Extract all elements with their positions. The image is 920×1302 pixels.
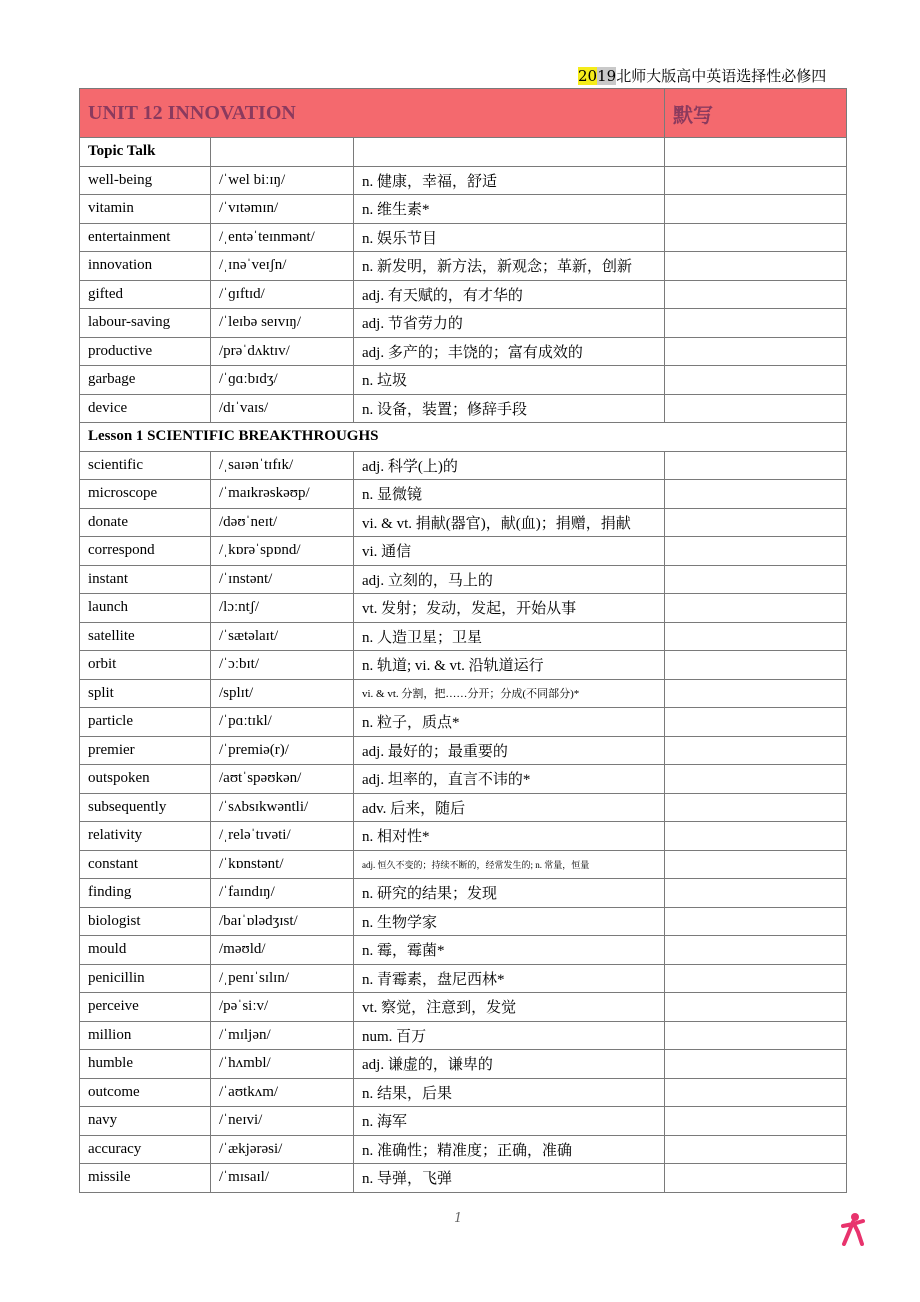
meaning-cell: adj. 恒久不变的；持续不断的，经常发生的; n. 常量，恒量 — [354, 850, 665, 879]
dictation-cell[interactable] — [665, 280, 847, 309]
phonetic-cell: /ˈpɑːtɪkl/ — [211, 708, 354, 737]
dictation-cell[interactable] — [665, 793, 847, 822]
dictation-cell[interactable] — [665, 879, 847, 908]
meaning-cell: n. 青霉素，盘尼西林* — [354, 964, 665, 993]
word-cell: device — [80, 394, 211, 423]
word-cell: navy — [80, 1107, 211, 1136]
meaning-cell: n. 相对性* — [354, 822, 665, 851]
dictation-cell[interactable] — [665, 309, 847, 338]
table-row — [80, 879, 847, 908]
dictation-cell[interactable] — [665, 1021, 847, 1050]
phonetic-cell: /ˈfaɪndɪŋ/ — [211, 879, 354, 908]
word-cell: million — [80, 1021, 211, 1050]
running-figure-icon — [840, 1212, 866, 1246]
dictation-cell[interactable] — [665, 537, 847, 566]
meaning-cell: n. 健康，幸福，舒适 — [354, 166, 665, 195]
table-row — [80, 451, 847, 480]
phonetic-cell: /ˈkɒnstənt/ — [211, 850, 354, 879]
word-cell: instant — [80, 565, 211, 594]
word-cell: microscope — [80, 480, 211, 509]
dictation-cell[interactable] — [665, 765, 847, 794]
table-row — [80, 309, 847, 338]
phonetic-cell: /ˈsʌbsɪkwəntli/ — [211, 793, 354, 822]
word-cell: donate — [80, 508, 211, 537]
dictation-cell[interactable] — [665, 679, 847, 708]
phonetic-cell: /prəˈdʌktɪv/ — [211, 337, 354, 366]
unit-title: UNIT 12 INNOVATION — [88, 101, 296, 124]
dictation-label: 默写 — [673, 102, 714, 127]
table-row — [80, 793, 847, 822]
word-cell: missile — [80, 1164, 211, 1193]
phonetic-cell: /ˌɪnəˈveɪʃn/ — [211, 252, 354, 281]
meaning-cell: vi. 通信 — [354, 537, 665, 566]
dictation-cell[interactable] — [665, 822, 847, 851]
meaning-cell: n. 娱乐节目 — [354, 223, 665, 252]
word-cell: relativity — [80, 822, 211, 851]
meaning-cell: num. 百万 — [354, 1021, 665, 1050]
table-row — [80, 1050, 847, 1079]
table-row — [80, 565, 847, 594]
phonetic-cell: /ˈɡɪftɪd/ — [211, 280, 354, 309]
phonetic-cell: /ˈaʊtkʌm/ — [211, 1078, 354, 1107]
meaning-cell: n. 霉，霉菌* — [354, 936, 665, 965]
phonetic-cell: /ˌreləˈtɪvəti/ — [211, 822, 354, 851]
word-cell: scientific — [80, 451, 211, 480]
dictation-cell[interactable] — [665, 1050, 847, 1079]
table-row — [80, 1164, 847, 1193]
meaning-cell: vt. 察觉，注意到，发觉 — [354, 993, 665, 1022]
phonetic-cell: /ˌentəˈteɪnmənt/ — [211, 223, 354, 252]
dictation-cell[interactable] — [665, 708, 847, 737]
meaning-cell: adj. 多产的；丰饶的；富有成效的 — [354, 337, 665, 366]
empty-cell — [211, 138, 354, 167]
dictation-cell[interactable] — [665, 993, 847, 1022]
dictation-cell[interactable] — [665, 451, 847, 480]
table-row — [80, 280, 847, 309]
phonetic-cell: /pəˈsiːv/ — [211, 993, 354, 1022]
table-row — [80, 195, 847, 224]
meaning-cell: vi. & vt. 分割，把……分开；分成(不同部分)* — [354, 679, 665, 708]
vocabulary-table — [79, 88, 847, 1193]
meaning-cell: adj. 最好的；最重要的 — [354, 736, 665, 765]
section-heading-cell — [80, 423, 847, 452]
word-cell: subsequently — [80, 793, 211, 822]
table-row — [80, 708, 847, 737]
word-cell: well-being — [80, 166, 211, 195]
meaning-cell: n. 海军 — [354, 1107, 665, 1136]
table-row — [80, 622, 847, 651]
dictation-header-cell — [665, 89, 847, 138]
phonetic-cell: /dəʊˈneɪt/ — [211, 508, 354, 537]
table-row — [80, 480, 847, 509]
table-row — [80, 1107, 847, 1136]
word-cell: orbit — [80, 651, 211, 680]
section-heading-cell — [80, 138, 211, 167]
word-cell: split — [80, 679, 211, 708]
dictation-cell[interactable] — [665, 594, 847, 623]
table-row — [80, 765, 847, 794]
word-cell: perceive — [80, 993, 211, 1022]
phonetic-cell: /ˈneɪvi/ — [211, 1107, 354, 1136]
table-row — [80, 337, 847, 366]
table-row — [80, 1021, 847, 1050]
phonetic-cell: /məʊld/ — [211, 936, 354, 965]
dictation-cell[interactable] — [665, 651, 847, 680]
table-row — [80, 736, 847, 765]
word-cell: mould — [80, 936, 211, 965]
word-cell: entertainment — [80, 223, 211, 252]
dictation-cell[interactable] — [665, 1107, 847, 1136]
meaning-cell: adj. 谦虚的，谦卑的 — [354, 1050, 665, 1079]
dictation-cell[interactable] — [665, 337, 847, 366]
meaning-cell: adj. 节省劳力的 — [354, 309, 665, 338]
phonetic-cell: /ˌpenɪˈsɪlɪn/ — [211, 964, 354, 993]
table-row — [80, 166, 847, 195]
meaning-cell: n. 粒子，质点* — [354, 708, 665, 737]
meaning-cell: n. 人造卫星；卫星 — [354, 622, 665, 651]
dictation-cell[interactable] — [665, 1078, 847, 1107]
table-row — [80, 964, 847, 993]
phonetic-cell: /ˈækjərəsi/ — [211, 1135, 354, 1164]
header-year-part1: 20 — [578, 67, 598, 85]
meaning-cell: vi. & vt. 捐献(器官)，献(血)；捐赠，捐献 — [354, 508, 665, 537]
word-cell: constant — [80, 850, 211, 879]
dictation-cell[interactable] — [665, 622, 847, 651]
dictation-cell[interactable] — [665, 394, 847, 423]
meaning-cell: n. 导弹，飞弹 — [354, 1164, 665, 1193]
table-row — [80, 993, 847, 1022]
meaning-cell: n. 显微镜 — [354, 480, 665, 509]
table-row — [80, 850, 847, 879]
phonetic-cell: /ˈsætəlaɪt/ — [211, 622, 354, 651]
dictation-cell[interactable] — [665, 964, 847, 993]
unit-title-cell — [80, 89, 665, 138]
table-row — [80, 394, 847, 423]
page-header — [578, 66, 844, 86]
dictation-cell[interactable] — [665, 850, 847, 879]
dictation-cell[interactable] — [665, 907, 847, 936]
phonetic-cell: /lɔːntʃ/ — [211, 594, 354, 623]
table-row — [80, 651, 847, 680]
phonetic-cell: /ˈvɪtəmɪn/ — [211, 195, 354, 224]
dictation-cell[interactable] — [665, 480, 847, 509]
word-cell: labour-saving — [80, 309, 211, 338]
dictation-cell[interactable] — [665, 195, 847, 224]
phonetic-cell: /ˈmɪsaɪl/ — [211, 1164, 354, 1193]
word-cell: outspoken — [80, 765, 211, 794]
dictation-cell[interactable] — [665, 508, 847, 537]
empty-cell — [354, 138, 665, 167]
word-cell: biologist — [80, 907, 211, 936]
dictation-cell[interactable] — [665, 166, 847, 195]
section-heading: Topic Talk — [88, 143, 156, 160]
phonetic-cell: /dɪˈvaɪs/ — [211, 394, 354, 423]
dictation-cell[interactable] — [665, 936, 847, 965]
phonetic-cell: /ˈmaɪkrəskəʊp/ — [211, 480, 354, 509]
word-cell: launch — [80, 594, 211, 623]
word-cell: correspond — [80, 537, 211, 566]
word-cell: premier — [80, 736, 211, 765]
word-cell: productive — [80, 337, 211, 366]
meaning-cell: n. 生物学家 — [354, 907, 665, 936]
meaning-cell: n. 新发明，新方法，新观念；革新，创新 — [354, 252, 665, 281]
meaning-cell: adv. 后来，随后 — [354, 793, 665, 822]
table-row — [80, 822, 847, 851]
phonetic-cell: /ˈɪnstənt/ — [211, 565, 354, 594]
dictation-cell[interactable] — [665, 565, 847, 594]
word-cell: humble — [80, 1050, 211, 1079]
title-row — [80, 89, 847, 138]
phonetic-cell: /ˈleɪbə seɪvɪŋ/ — [211, 309, 354, 338]
table-row — [80, 1078, 847, 1107]
table-row — [80, 594, 847, 623]
page-number: 1 — [454, 1211, 463, 1226]
table-row — [80, 679, 847, 708]
dictation-cell[interactable] — [665, 736, 847, 765]
word-cell: vitamin — [80, 195, 211, 224]
meaning-cell: n. 设备，装置；修辞手段 — [354, 394, 665, 423]
meaning-cell: vt. 发射；发动，发起，开始从事 — [354, 594, 665, 623]
word-cell: satellite — [80, 622, 211, 651]
section-heading-row — [80, 423, 847, 452]
meaning-cell: n. 结果，后果 — [354, 1078, 665, 1107]
phonetic-cell: /baɪˈɒlədʒɪst/ — [211, 907, 354, 936]
meaning-cell: n. 轨道; vi. & vt. 沿轨道运行 — [354, 651, 665, 680]
table-row — [80, 537, 847, 566]
meaning-cell: adj. 坦率的，直言不讳的* — [354, 765, 665, 794]
table-row — [80, 223, 847, 252]
meaning-cell: n. 准确性；精准度；正确，准确 — [354, 1135, 665, 1164]
meaning-cell: n. 研究的结果；发现 — [354, 879, 665, 908]
table-row — [80, 508, 847, 537]
table-row — [80, 936, 847, 965]
meaning-cell: n. 垃圾 — [354, 366, 665, 395]
phonetic-cell: /ˈwel biːɪŋ/ — [211, 166, 354, 195]
phonetic-cell: /ˌkɒrəˈspɒnd/ — [211, 537, 354, 566]
word-cell: penicillin — [80, 964, 211, 993]
dictation-cell[interactable] — [665, 1164, 847, 1193]
word-cell: outcome — [80, 1078, 211, 1107]
phonetic-cell: /ˈɔːbɪt/ — [211, 651, 354, 680]
header-year-part2: 19 — [597, 67, 617, 85]
phonetic-cell: /splɪt/ — [211, 679, 354, 708]
dictation-cell[interactable] — [665, 1135, 847, 1164]
word-cell: gifted — [80, 280, 211, 309]
word-cell: finding — [80, 879, 211, 908]
phonetic-cell: /aʊtˈspəʊkən/ — [211, 765, 354, 794]
table-row — [80, 252, 847, 281]
meaning-cell: adj. 科学(上)的 — [354, 451, 665, 480]
section-heading: Lesson 1 SCIENTIFIC BREAKTHROUGHS — [88, 428, 379, 445]
meaning-cell: n. 维生素* — [354, 195, 665, 224]
phonetic-cell: /ˈɡɑːbɪdʒ/ — [211, 366, 354, 395]
header-title: 北师大版高中英语选择性必修四 — [616, 67, 827, 85]
empty-cell — [665, 138, 847, 167]
dictation-cell[interactable] — [665, 252, 847, 281]
table-row — [80, 907, 847, 936]
word-cell: accuracy — [80, 1135, 211, 1164]
word-cell: garbage — [80, 366, 211, 395]
meaning-cell: adj. 立刻的，马上的 — [354, 565, 665, 594]
word-cell: particle — [80, 708, 211, 737]
section-heading-row — [80, 138, 847, 167]
table-row — [80, 1135, 847, 1164]
phonetic-cell: /ˈmɪljən/ — [211, 1021, 354, 1050]
word-cell: innovation — [80, 252, 211, 281]
table-row — [80, 366, 847, 395]
phonetic-cell: /ˈhʌmbl/ — [211, 1050, 354, 1079]
meaning-cell: adj. 有天赋的，有才华的 — [354, 280, 665, 309]
phonetic-cell: /ˌsaɪənˈtɪfɪk/ — [211, 451, 354, 480]
phonetic-cell: /ˈpremiə(r)/ — [211, 736, 354, 765]
dictation-cell[interactable] — [665, 366, 847, 395]
dictation-cell[interactable] — [665, 223, 847, 252]
